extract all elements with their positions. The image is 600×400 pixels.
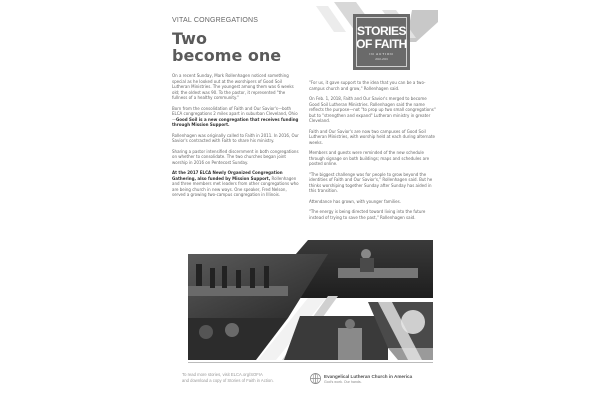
logo-box: [353, 14, 410, 70]
footer-cta: [182, 372, 312, 384]
logo-text-in-action: IN ACTION: [369, 52, 394, 56]
title-line-2: become one: [172, 46, 282, 65]
logo-text-of-faith: OF FAITH: [356, 37, 407, 51]
document-page: [172, 0, 442, 400]
org-tagline: God's work. Our hands.: [324, 380, 362, 384]
right-column: [309, 80, 437, 225]
title-line-1: Two: [172, 29, 207, 48]
section-kicker: VITAL CONGREGATIONS: [172, 17, 259, 24]
paragraph: Faith and Our Savior's are now two campuses of Good Soil Lutheran Ministries, with worship held at each during alternate weeks.: [309, 128, 436, 145]
article-title: [172, 30, 281, 64]
collage-graphic: [188, 240, 433, 360]
paragraph: On Feb. 1, 2018, Faith and Our Savior's merged to become Good Soil Lutheran Ministries. Rollenhagen said the name reflects the purpose—not "to prop up two small congregations" but to "strengthen and expand" Lutheran ministry in greater Cleveland.: [309, 96, 436, 123]
photo-collage: [188, 240, 433, 360]
divider: [188, 362, 433, 363]
logo-text-stories: STORIES: [357, 24, 406, 38]
paragraph: On a recent Sunday, Mark Rollenhagen noticed something special as he looked out at the worshipers of Good Soil Lutheran Ministries. The youngest among them was 6 weeks old; the oldest was 90. To the pastor, it represented "the fullness of a healthy community.": [172, 73, 294, 100]
elca-cross-globe-icon: [310, 373, 321, 384]
paragraph: "The energy is being directed toward living into the future instead of trying to save the past," Rollenhagen said.: [309, 209, 426, 220]
paragraph: Born from the consolidation of Faith and Our Savior's—both ELCA congregations 2 miles apart in suburban Cleveland, Ohio—Good Soil is a new congregation that receives funding through Mission Support.: [172, 105, 299, 127]
elca-logo: [310, 372, 440, 388]
footer-line-1: To read more stories, visit ELCA.org/SOFIA: [182, 372, 263, 377]
paragraph: Attendance has grown, with younger families.: [309, 198, 401, 204]
paragraph: At the 2017 ELCA Newly Organized Congregation Gathering, also funded by Mission Support, Rollenhagen and three members met leaders from other congregations who are being church in new ways. One speaker, Fred Nelson, served a growing two-campus congregation in Illinois.: [172, 170, 299, 197]
footer-line-2: and download a copy of Stories of Faith in Action.: [182, 378, 274, 383]
org-name: Evangelical Lutheran Church in America: [324, 374, 413, 379]
paragraph: "For us, it gave support to the idea that you can be a two-campus church and grow," Rollenhagen said.: [309, 80, 426, 91]
paragraph: "The biggest challenge was for people to grow beyond the identities of Faith and Our Savior's," Rollenhagen said. But he thinks worshiping together Sunday after Sunday has aided in this transition.: [309, 171, 433, 193]
logo-text-years: 2018–2019: [375, 58, 388, 61]
paragraph: Members and guests were reminded of the new schedule through signage on both buildings; maps and schedules are posted online.: [309, 150, 430, 166]
stories-of-faith-logo: [316, 2, 438, 74]
paragraph: Rollenhagen was originally called to Faith in 2011. In 2016, Our Savior's contracted with Faith to share his ministry.: [172, 132, 299, 143]
left-column: [172, 73, 300, 203]
paragraph: Sharing a pastor intensified discernment in both congregations on whether to consolidate. The two churches began joint worship in 2016 on Pentecost Sunday.: [172, 148, 299, 165]
